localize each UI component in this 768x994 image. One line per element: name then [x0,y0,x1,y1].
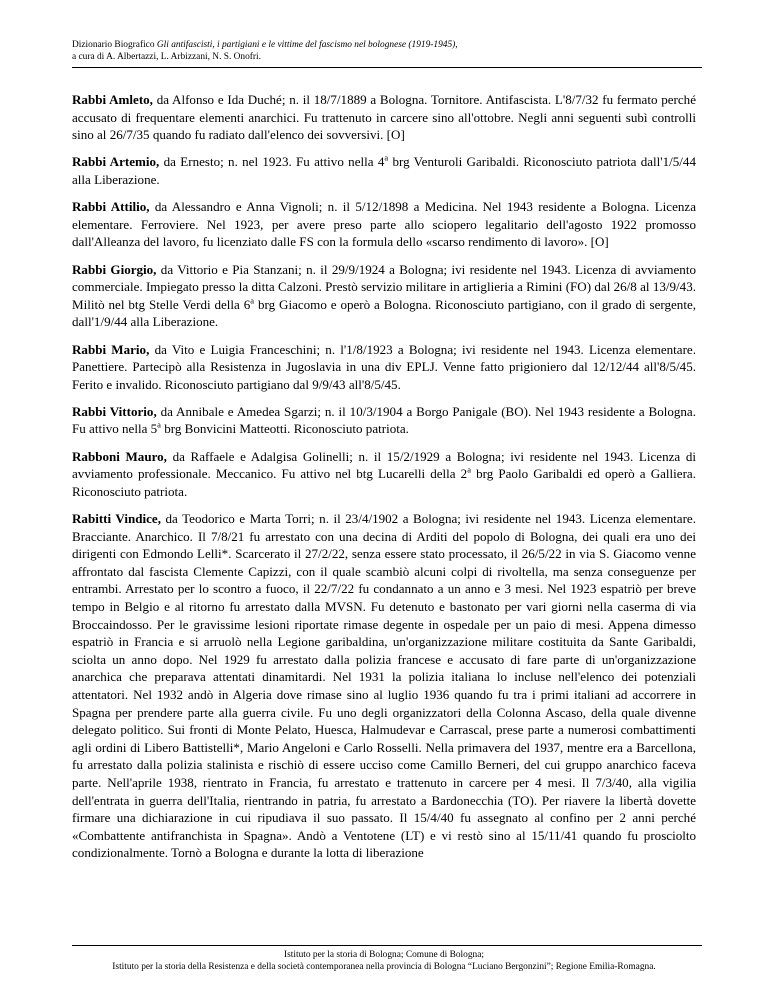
entry-rabitti-vindice [72,510,696,862]
entry-text: brg Paolo Garibaldi ed operò a Galliera. Riconosciuto patriota. [72,466,696,499]
page-footer [40,950,728,973]
entry-text: da Vito e Luigia Franceschini; n. l'1/8/1923 a Bologna; ivi residente nel 1943. Licenza elementare. Panettiere. Partecipò alla Resistenza in Jugoslavia in una div EPLJ. Venne fatto prigioniero dal 12/12/44 all'8/5/45. Ferito e invalido. Riconosciuto partigiano dal 9/9/43 all'8/5/45. [72,341,696,392]
superscript: a [384,153,389,164]
entry-name: Rabbi Mario, [72,341,150,357]
entry-text: da Raffaele e Adalgisa Golinelli; n. il 15/2/1929 a Bologna; ivi residente nel 1943. Licenza di avviamento professionale. Meccanico. Fu attivo nel btg Lucarelli della 2 [72,448,696,482]
entry-text: da Annibale e Amedea Sgarzi; n. il 10/3/1904 a Borgo Panigale (BO). Nel 1943 residente a Bologna. Fu attivo nella 5 [72,403,696,437]
entry-rabbi-giorgio [72,261,696,331]
footer-divider [72,945,702,946]
header-divider [72,67,702,68]
superscript: a [250,295,255,306]
header-book-title: Gli antifascisti, i partigiani e le vittime del fascismo nel bolognese (1919-1945), [156,40,458,50]
entry-name: Rabbi Amleto, [72,92,153,107]
entry-text: brg Venturoli Garibaldi. Riconosciuto patriota dall'1/5/44 alla Liberazione. [72,154,696,187]
entry-rabbi-mario [72,341,696,394]
superscript: a [157,420,161,431]
entry-rabbi-artemio [72,153,696,188]
entry-text: da Alessandro e Anna Vignoli; n. il 5/12/1898 a Medicina. Nel 1943 residente a Bologna. Licenza elementare. Ferroviere. Nel 1923, per avere preso parte allo sciopero legalitario dell'agosto 1922 promosso dall'Alleanza del lavoro, fu licenziato dalle FS con la formula dello «scarso rendimento di lavoro». [O] [72,199,696,250]
header-prefix: Dizionario Biografico [72,40,157,50]
dictionary-entries [72,91,696,872]
header-editors: a cura di A. Albertazzi, L. Arbizzani, N. S. Onofri. [72,51,262,62]
entry-text: da Alfonso e Ida Duché; n. il 18/7/1889 a Bologna. Tornitore. Antifascista. L'8/7/32 fu fermato perché accusato di frequentare elementi anarchici. Fu trattenuto in carcere sino all'ottobre. Negli anni seguenti subì controlli sino al 26/7/35 quando fu radiato dall'elenco dei sovversivi. [O] [72,92,696,143]
entry-name: Rabitti Vindice, [72,511,161,527]
entry-name: Rabbi Vittorio, [72,403,157,419]
superscript: a [467,464,471,475]
page-header [72,40,702,63]
entry-text: da Vittorio e Pia Stanzani; n. il 29/9/1924 a Bologna; ivi residente nel 1943. Licenza di avviamento commerciale. Impiegato presso la ditta Calzoni. Prestò servizio militare in artiglieria a Rimini (FO) dal 26/8 al 13/9/43. Militò nel btg Stelle Verdi della 6 [72,261,696,312]
footer-line-1: Istituto per la storia di Bologna; Comune di Bologna; [284,950,484,960]
entry-text: brg Bonvicini Matteotti. Riconosciuto patriota. [160,421,409,437]
entry-name: Rabboni Mauro, [72,448,167,464]
entry-name: Rabbi Giorgio, [72,261,157,277]
footer-line-2: Istituto per la storia della Resistenza e della società contemporanea nella provincia di Bologna “Luciano Bergonzini”; Regione Emilia-Romagna. [112,961,656,972]
entry-rabbi-vittorio [72,403,696,438]
entry-name: Rabbi Artemio, [72,154,160,170]
entry-name: Rabbi Attilio, [72,199,150,215]
entry-text: da Ernesto; n. nel 1923. Fu attivo nella 4 [159,154,385,170]
entry-text: brg Giacomo e operò a Bologna. Riconosciuto partigiano, con il grado di sergente, dall'1/9/44 alla Liberazione. [72,296,696,330]
entry-text: da Teodorico e Marta Torri; n. il 23/4/1902 a Bologna; ivi residente nel 1943. Licenza elementare. Bracciante. Anarchico. Il 7/8/21 fu arrestato con una decina di Arditi del popolo di Bologna, dei quali era uno dei dirigenti con Edmondo Lelli*. Scarcerato il 27/2/22, senza essere stato processato, il 26/5/22 in via S. Giacomo venne affrontato dal fascista Clemente Capizzi, con il quale scambiò alcuni colpi di rivoltella, ma senza conseguenze per entrambi. Arrestato per lo scontro a fuoco, il 22/7/22 fu condannato a un anno e 3 mesi. Nel 1923 espatriò per breve tempo in Belgio e al ritorno fu arrestato dalla MVSN. Fu detenuto e bastonato per vari giorni nella caserma di via Broccaindosso. Per le gravissime lesioni riportate rimase degente in ospedale per un paio di mesi. Appena dimesso espatriò in Francia e si arruolò nella Legione garibaldina, un'organizzazione militare costituita da Sante Garibaldi, sciolta un anno dopo. Nel 1929 fu arrestato dalla polizia francese e accusato di fare parte di un'organizzazione anarchica che preparava attentati dinamitardi. Nel 1931 la polizia italiana lo incluse nell'elenco dei potenziali attentatori. Nel 1932 andò in Algeria dove rimase sino al luglio 1936 quando fu tra i primi italiani ad accorrere in Spagna per prendere parte alla guerra civile. Fu uno degli organizzatori della Colonna Ascaso, della quale divenne delegato politico. Sui fronti di Monte Pelato, Huesca, Halmudevar e Carrascal, prese parte a numerosi combattimenti agli ordini di Libero Battistelli*, Mario Angeloni e Carlo Rosselli. Nella primavera del 1937, mentre era a Barcellona, fu arrestato dalla polizia stalinista e rischiò di essere ucciso come Camillo Berneri, del cui gruppo anarchico faceva parte. Nell'aprile 1938, rientrato in Francia, fu arrestato e trattenuto in carcere per 4 mesi. Il 7/3/40, alla vigilia dell'entrata in guerra dell'Italia, rientrando in patria, fu arrestato a Bardonecchia (TO). Per riavere la libertà dovette firmare una dichiarazione in cui ripudiava il suo passato. Il 15/4/40 fu assegnato al confino per 2 anni perché «Combattente antifranchista in Spagna». Andò a Ventotene (LT) e vi restò sino al 15/11/41 quando fu prosciolto condizionalmente. Tornò a Bologna e durante la lotta di liberazione [72,511,696,861]
entry-rabboni-mauro [72,448,696,501]
entry-rabbi-amleto [72,91,696,144]
entry-rabbi-attilio [72,198,696,251]
header-title-line [72,40,702,52]
